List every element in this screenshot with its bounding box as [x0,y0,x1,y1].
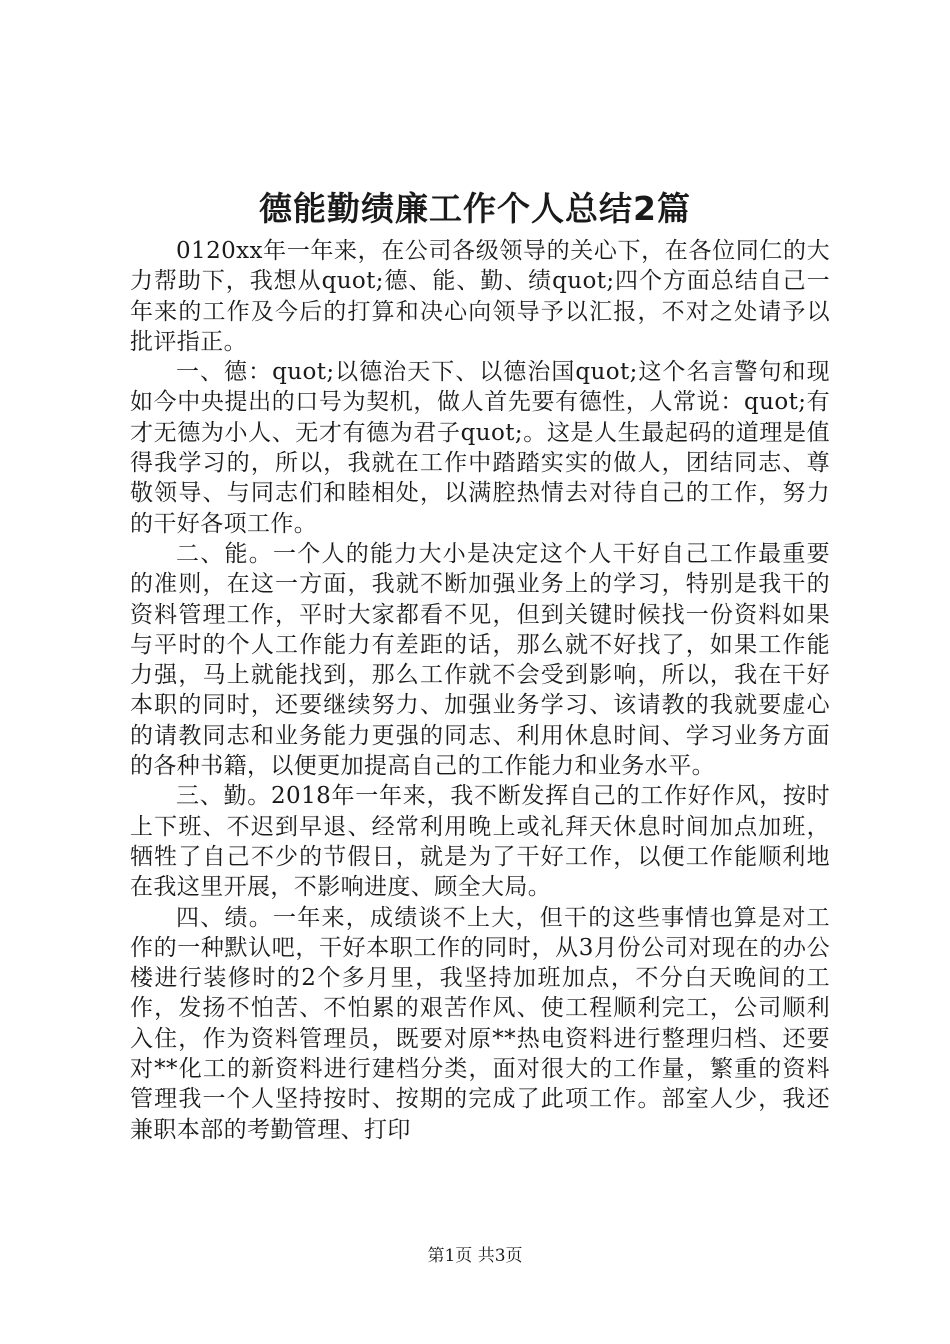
page-footer: 第1页 共3页 [427,1246,523,1266]
paragraph-de: 一、德：quot;以德治天下、以德治国quot;这个名言警句和现如今中央提出的口号为契机，做人首先要有德性，人常说：quot;有才无德为小人、无才有德为君子quot;。这是人生最起码的道理是值得我学习的，所以，我就在工作中踏踏实实的做人，团结同志、尊敬领导、与同志们和睦相处，以满腔热情去对待自己的工作，努力的干好各项工作。 [130,359,830,537]
paragraph-intro: 0120xx年一年来，在公司各级领导的关心下，在各位同仁的大力帮助下，我想从quot;德、能、勤、绩quot;四个方面总结自己一年来的工作及今后的打算和决心向领导予以汇报，不对之处请予以批评指正。 [130,238,830,355]
document-body [130,236,830,1145]
paragraph-neng: 二、能。一个人的能力大小是决定这个人干好自己工作最重要的准则，在这一方面，我就不断加强业务上的学习，特别是我干的资料管理工作，平时大家都看不见，但到关键时候找一份资料如果与平时的个人工作能力有差距的话，那么就不好找了，如果工作能力强，马上就能找到，那么工作就不会受到影响，所以，我在干好本职的同时，还要继续努力、加强业务学习、该请教的我就要虚心的请教同志和业务能力更强的同志、利用休息时间、学习业务方面的各种书籍，以便更加提高自己的工作能力和业务水平。 [130,540,830,780]
paragraph-qin: 三、勤。2018年一年来，我不断发挥自己的工作好作风，按时上下班、不迟到早退、经常利用晚上或礼拜天休息时间加点加班，牺牲了自己不少的节假日，就是为了干好工作，以便工作能顺利地在我这里开展，不影响进度、顾全大局。 [130,783,830,901]
paragraph-ji: 四、绩。一年来，成绩谈不上大，但干的这些事情也算是对工作的一种默认吧，干好本职工作的同时，从3月份公司对现在的办公楼进行装修时的2个多月里，我坚持加班加点，不分白天晚间的工作，发扬不怕苦、不怕累的艰苦作风、使工程顺利完工，公司顺利入住，作为资料管理员，既要对原**热电资料进行整理归档、还要对**化工的新资料进行建档分类，面对很大的工作量，繁重的资料管理我一个人坚持按时、按期的完成了此项工作。部室人少，我还兼职本部的考勤管理、打印 [130,904,830,1143]
document-title: 德能勤绩廉工作个人总结2篇 [259,189,691,228]
